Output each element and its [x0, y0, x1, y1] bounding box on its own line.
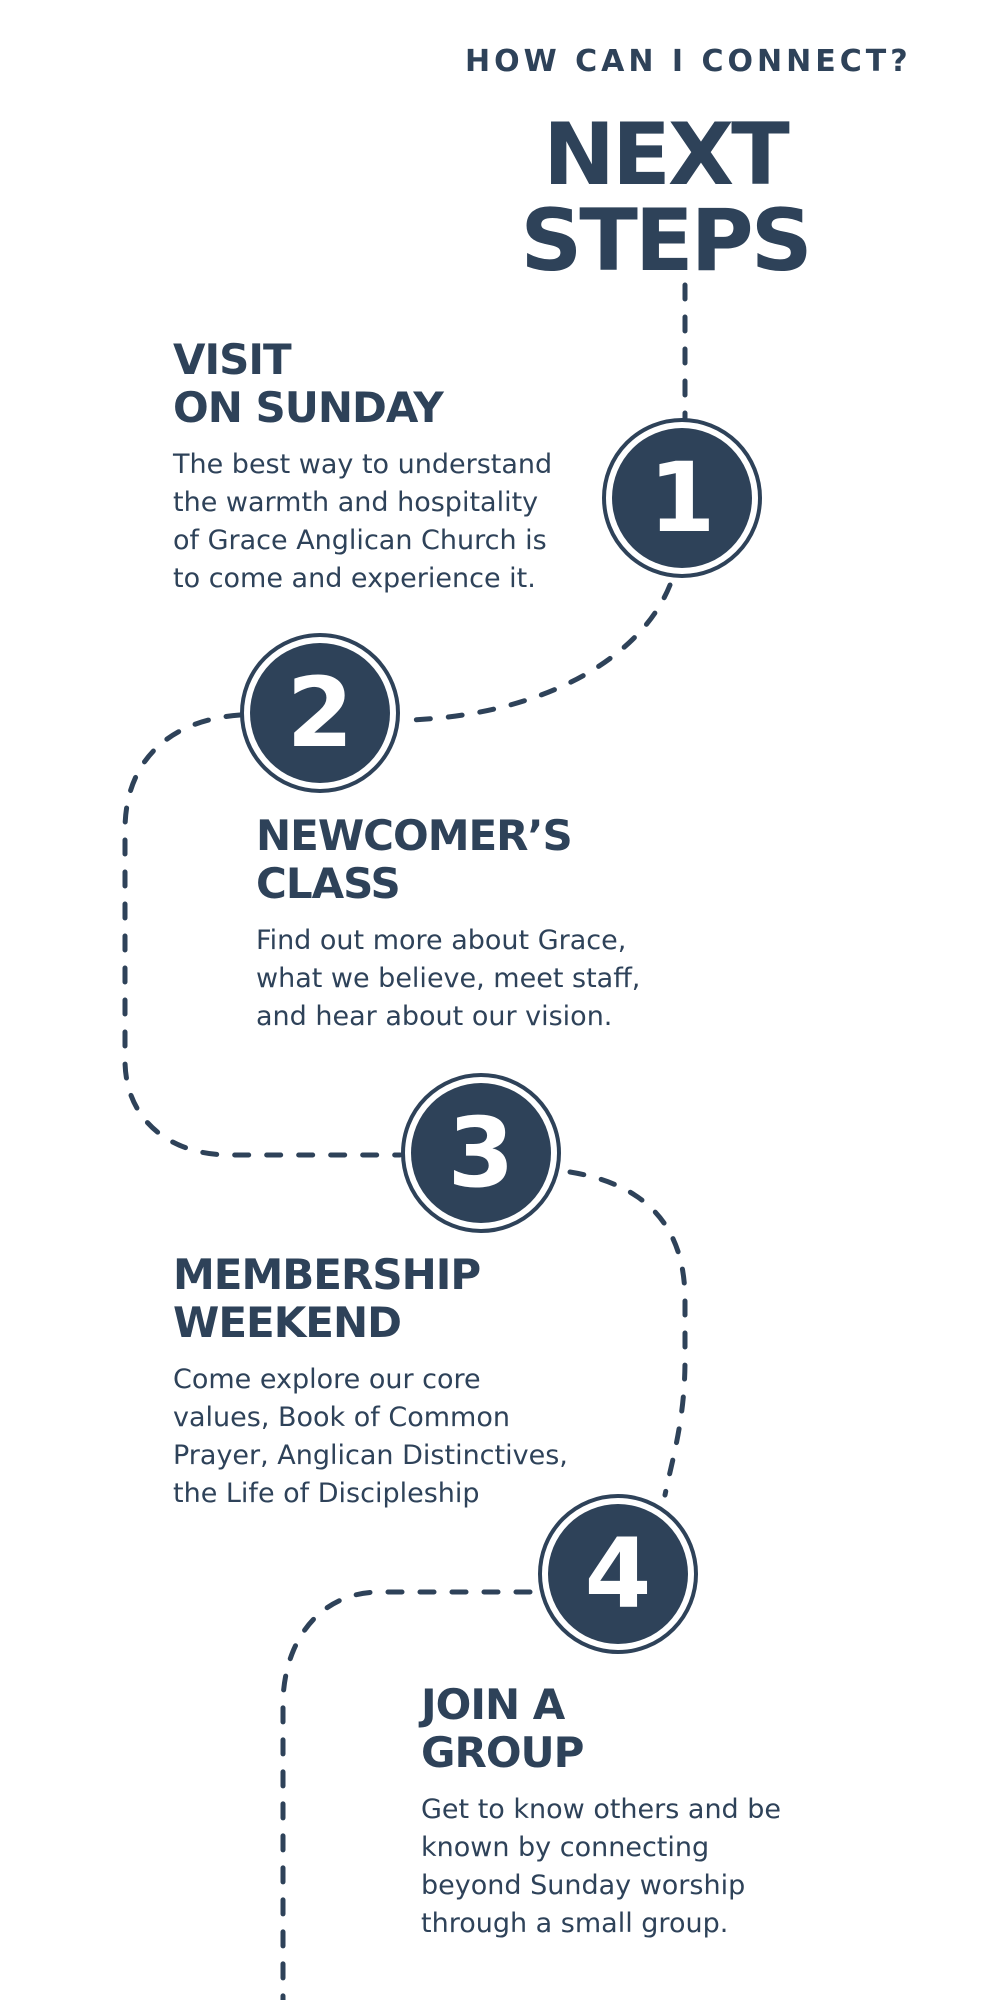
step-2-description-line: Find out more about Grace, [256, 925, 627, 956]
step-4-description-line: beyond Sunday worship [421, 1870, 746, 1901]
step-3-description-line: Prayer, Anglican Distinctives, [173, 1440, 568, 1471]
step-4-title [421, 1681, 861, 1777]
step-1-description-line: to come and experience it. [173, 563, 536, 594]
step-1 [173, 336, 593, 598]
step-2-number: 2 [250, 643, 390, 783]
step-3-number: 3 [411, 1083, 551, 1223]
step-1-title [173, 336, 593, 432]
step-4-description-line: Get to know others and be [421, 1794, 782, 1825]
page-title-line-1: NEXT [543, 105, 787, 205]
step-3-title-line: MEMBERSHIP [173, 1250, 481, 1299]
step-3-description-line: Come explore our core [173, 1364, 481, 1395]
step-2-title [256, 812, 696, 908]
step-3-title-line: WEEKEND [173, 1298, 401, 1347]
step-3 [173, 1251, 633, 1513]
step-2-title-line: CLASS [256, 859, 400, 908]
step-2-title-line: NEWCOMER’S [256, 811, 572, 860]
step-4-badge [538, 1494, 698, 1654]
step-1-description-line: the warmth and hospitality [173, 487, 539, 518]
step-3-title [173, 1251, 633, 1347]
step-1-description-line: The best way to understand [173, 449, 553, 480]
step-4-description [421, 1791, 861, 1943]
step-1-title-line: ON SUNDAY [173, 383, 443, 432]
step-4-number: 4 [548, 1504, 688, 1644]
page-title-line-2: STEPS [520, 191, 810, 291]
step-3-description-line: the Life of Discipleship [173, 1478, 480, 1509]
step-2-badge [240, 633, 400, 793]
step-3-badge [401, 1073, 561, 1233]
step-2-description-line: what we believe, meet staff, [256, 963, 641, 994]
step-1-description [173, 446, 593, 598]
step-4-title-line: JOIN A [421, 1680, 565, 1729]
step-1-number: 1 [612, 428, 752, 568]
step-4 [421, 1681, 861, 1943]
step-4-description-line: known by connecting [421, 1832, 710, 1863]
step-3-description-line: values, Book of Common [173, 1402, 510, 1433]
step-1-description-line: of Grace Anglican Church is [173, 525, 547, 556]
step-4-title-line: GROUP [421, 1728, 584, 1777]
step-3-description [173, 1361, 633, 1513]
step-1-badge [602, 418, 762, 578]
eyebrow-heading: HOW CAN I CONNECT? [465, 44, 912, 79]
step-4-description-line: through a small group. [421, 1908, 729, 1939]
step-2-description [256, 922, 696, 1036]
step-2-description-line: and hear about our vision. [256, 1001, 613, 1032]
step-2 [256, 812, 696, 1036]
step-1-title-line: VISIT [173, 335, 291, 384]
